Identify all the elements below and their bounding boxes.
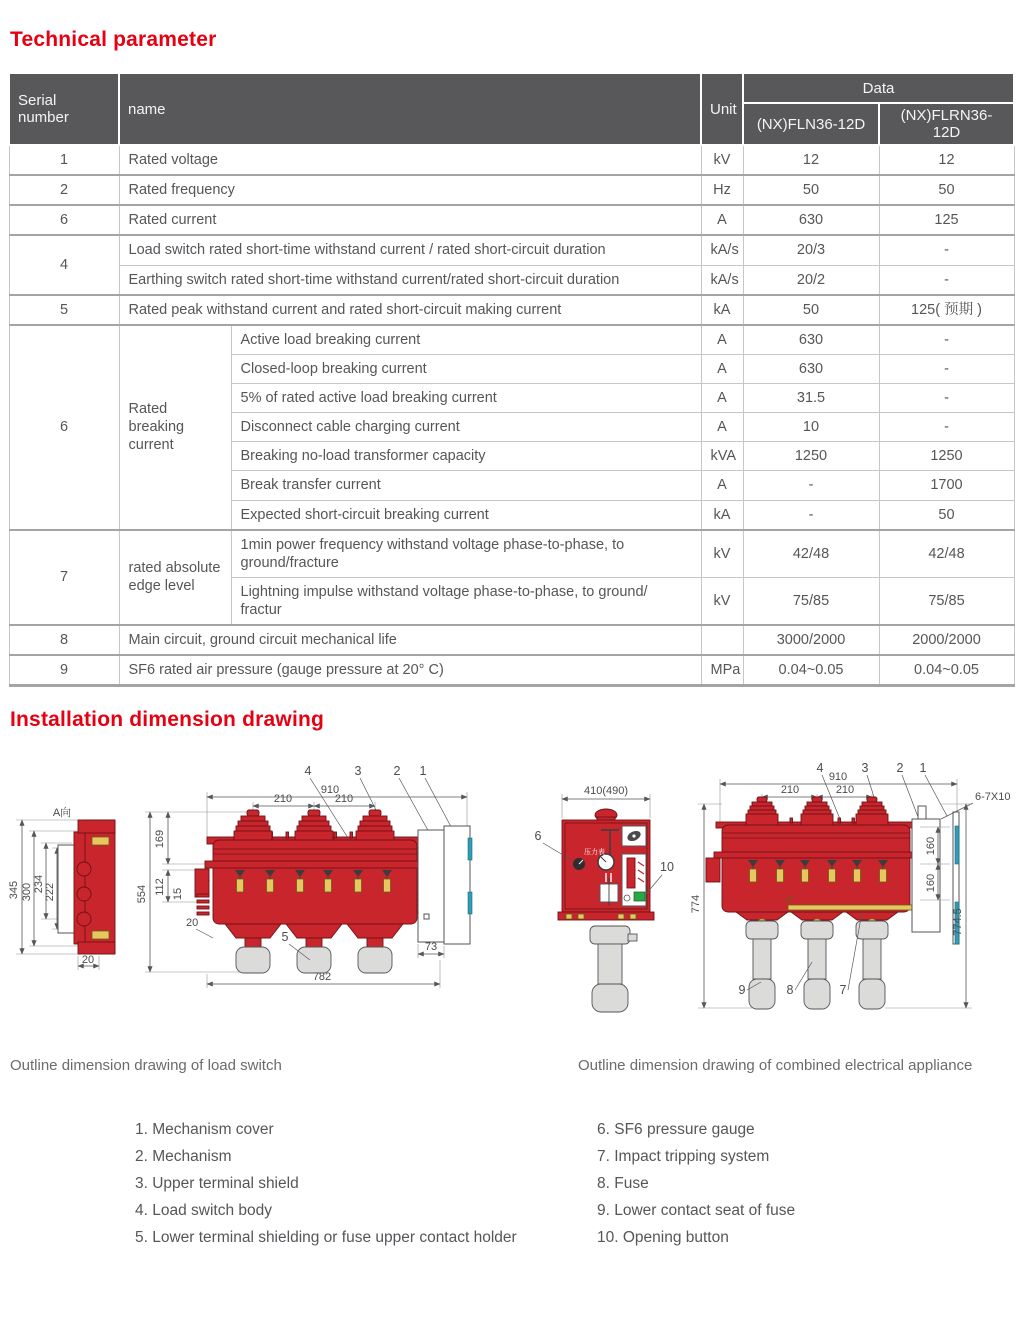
legend-item: 1. Mechanism cover <box>135 1121 274 1138</box>
table-row <box>9 530 1014 578</box>
legend-item: 2. Mechanism <box>135 1148 232 1165</box>
cell-unit: kV <box>701 577 743 625</box>
dim-210-b: 210 <box>334 793 354 805</box>
cell-unit <box>701 625 743 655</box>
dim-20-side: 20 <box>81 954 95 966</box>
cell-name: Rated frequency <box>119 175 701 205</box>
legend-item: 4. Load switch body <box>135 1202 273 1219</box>
callout-3: 3 <box>861 761 869 775</box>
dim-554: 554 <box>136 884 148 904</box>
cell-value-1: 630 <box>743 205 879 235</box>
cell-value-2: 1250 <box>879 442 1014 471</box>
legend-item: 10. Opening button <box>597 1229 729 1246</box>
cell-value-2: 75/85 <box>879 577 1014 625</box>
cell-value-2: - <box>879 413 1014 442</box>
dim-410-490: 410(490) <box>583 785 629 797</box>
cell-name: Active load breaking current <box>231 325 701 355</box>
cell-name: Breaking no-load transformer capacity <box>231 442 701 471</box>
table-row <box>9 655 1014 686</box>
dim-210-b: 210 <box>835 784 855 796</box>
header-unit: Unit <box>701 73 743 145</box>
cell-name: Rated current <box>119 205 701 235</box>
dim-234: 234 <box>33 874 45 894</box>
table-row <box>9 295 1014 325</box>
callout-1: 1 <box>419 764 427 778</box>
cell-value-1: 0.04~0.05 <box>743 655 879 686</box>
cell-value-1: 12 <box>743 145 879 175</box>
cell-value-1: 10 <box>743 413 879 442</box>
technical-parameters-table <box>8 72 1015 687</box>
table-row <box>9 625 1014 655</box>
dim-910: 910 <box>320 784 340 796</box>
header-model-2: (NX)FLRN36-12D <box>879 103 1014 145</box>
cell-unit: A <box>701 354 743 383</box>
cell-name: 5% of rated active load breaking current <box>231 384 701 413</box>
cell-name: Earthing switch rated short-time withstand current/rated short-circuit duration <box>119 265 701 295</box>
cell-value-2: - <box>879 384 1014 413</box>
dim-210-a: 210 <box>273 793 293 805</box>
dim-holes: 6-7X10 <box>975 791 1011 803</box>
cell-unit: kV <box>701 145 743 175</box>
legend-list-left <box>135 1116 517 1251</box>
cell-value-2: 42/48 <box>879 530 1014 578</box>
load-switch-side-view <box>8 805 115 970</box>
cell-unit: A <box>701 325 743 355</box>
cell-unit: kV <box>701 530 743 578</box>
cell-unit: kA <box>701 500 743 530</box>
cell-value-2: 0.04~0.05 <box>879 655 1014 686</box>
cell-unit: A <box>701 384 743 413</box>
table-row <box>9 205 1014 235</box>
cell-value-1: - <box>743 471 879 500</box>
caption-load-switch: Outline dimension drawing of load switch <box>10 1057 282 1074</box>
dim-345: 345 <box>8 880 20 900</box>
cell-serial: 5 <box>9 295 119 325</box>
dim-160-a: 160 <box>925 836 937 856</box>
cell-unit: kA/s <box>701 265 743 295</box>
cell-group-label: Rated breaking current <box>119 325 231 530</box>
cell-value-1: 20/2 <box>743 265 879 295</box>
cell-serial: 7 <box>9 530 119 626</box>
cell-value-1: - <box>743 500 879 530</box>
legend-item: 3. Upper terminal shield <box>135 1175 299 1192</box>
cell-unit: MPa <box>701 655 743 686</box>
cell-value-2: - <box>879 354 1014 383</box>
callout-1: 1 <box>919 761 927 775</box>
dim-782: 782 <box>312 971 332 983</box>
dimension-drawings <box>0 742 1021 1047</box>
cell-name: Break transfer current <box>231 471 701 500</box>
table-row <box>9 325 1014 355</box>
cell-value-1: 31.5 <box>743 384 879 413</box>
cell-serial: 4 <box>9 235 119 294</box>
cell-name: 1min power frequency withstand voltage phase-to-phase, to ground/fracture <box>231 530 701 578</box>
callout-3: 3 <box>354 764 362 778</box>
mechanism-box <box>418 830 444 942</box>
cell-value-2: - <box>879 325 1014 355</box>
callout-5: 5 <box>281 930 289 944</box>
callout-10: 10 <box>660 860 674 874</box>
cell-serial: 9 <box>9 655 119 686</box>
combined-appliance-view <box>706 761 1010 1009</box>
mechanism-cover-plate <box>444 826 470 944</box>
cell-value-1: 75/85 <box>743 577 879 625</box>
cell-value-1: 42/48 <box>743 530 879 578</box>
header-name: name <box>119 73 701 145</box>
cell-name: Rated peak withstand current and rated short-circuit making current <box>119 295 701 325</box>
cell-value-2: 12 <box>879 145 1014 175</box>
fuse-upper-cap <box>590 926 630 944</box>
cell-value-1: 3000/2000 <box>743 625 879 655</box>
legend-item: 6. SF6 pressure gauge <box>597 1121 755 1138</box>
opening-button <box>634 892 645 901</box>
callout-4: 4 <box>304 764 312 778</box>
callout-4: 4 <box>816 761 824 775</box>
cell-value-1: 630 <box>743 354 879 383</box>
cell-serial: 6 <box>9 325 119 530</box>
cell-serial: 8 <box>9 625 119 655</box>
dim-15: 15 <box>172 887 184 901</box>
cell-value-1: 20/3 <box>743 235 879 265</box>
legend-item: 7. Impact tripping system <box>597 1148 770 1165</box>
cell-value-1: 630 <box>743 325 879 355</box>
cell-value-2: - <box>879 235 1014 265</box>
dim-112: 112 <box>154 878 166 896</box>
dim-169: 169 <box>154 829 166 849</box>
gauge-label: 压力表 <box>584 849 605 856</box>
cell-value-2: - <box>879 265 1014 295</box>
table-row <box>9 175 1014 205</box>
cell-name: Expected short-circuit breaking current <box>231 500 701 530</box>
callout-9: 9 <box>738 983 746 997</box>
cell-unit: kA/s <box>701 235 743 265</box>
legend-list-right <box>597 1116 795 1251</box>
cell-name: Load switch rated short-time withstand current / rated short-circuit duration <box>119 235 701 265</box>
cell-value-2: 50 <box>879 500 1014 530</box>
cell-value-2: 125( 预期 ) <box>879 295 1014 325</box>
callout-2: 2 <box>896 761 904 775</box>
cell-name: Main circuit, ground circuit mechanical life <box>119 625 701 655</box>
table-header-row-1 <box>9 73 1014 103</box>
load-switch-front-view <box>136 764 472 988</box>
table-row <box>9 145 1014 175</box>
dim-774: 774 <box>690 894 702 914</box>
legend-item: 9. Lower contact seat of fuse <box>597 1202 796 1219</box>
cell-value-1: 50 <box>743 175 879 205</box>
callout-7: 7 <box>839 983 847 997</box>
view-direction-label: A向 <box>52 807 72 819</box>
cell-unit: kVA <box>701 442 743 471</box>
cell-serial: 1 <box>9 145 119 175</box>
header-data: Data <box>743 73 1014 103</box>
dim-910: 910 <box>828 771 848 783</box>
cell-serial: 6 <box>9 205 119 235</box>
cell-unit: A <box>701 413 743 442</box>
cell-value-2: 2000/2000 <box>879 625 1014 655</box>
cell-name: Closed-loop breaking current <box>231 354 701 383</box>
cell-value-2: 125 <box>879 205 1014 235</box>
cell-name: Rated voltage <box>119 145 701 175</box>
dim-300: 300 <box>21 882 33 902</box>
callout-8: 8 <box>786 983 794 997</box>
callout-6: 6 <box>534 829 542 843</box>
dim-774-5: 774.5 <box>952 908 964 936</box>
callout-2: 2 <box>393 764 401 778</box>
cell-name: SF6 rated air pressure (gauge pressure at 20° C) <box>119 655 701 686</box>
cell-serial: 2 <box>9 175 119 205</box>
dim-222: 222 <box>44 882 56 902</box>
dim-160-b: 160 <box>925 873 937 893</box>
cell-value-1: 1250 <box>743 442 879 471</box>
dim-73: 73 <box>424 941 438 953</box>
section-title-technical-parameter: Technical parameter <box>10 28 217 51</box>
caption-combined-appliance: Outline dimension drawing of combined electrical appliance <box>578 1057 973 1074</box>
cell-value-1: 50 <box>743 295 879 325</box>
cell-name: Lightning impulse withstand voltage phase-to-phase, to ground/ fractur <box>231 577 701 625</box>
cell-name: Disconnect cable charging current <box>231 413 701 442</box>
dim-210-a: 210 <box>780 784 800 796</box>
cell-group-label: rated absolute edge level <box>119 530 231 626</box>
cell-value-2: 50 <box>879 175 1014 205</box>
legend-item: 8. Fuse <box>597 1175 649 1192</box>
cell-unit: A <box>701 205 743 235</box>
table-row <box>9 265 1014 295</box>
legend-item: 5. Lower terminal shielding or fuse upper contact holder <box>135 1229 517 1246</box>
cell-unit: kA <box>701 295 743 325</box>
cell-value-2: 1700 <box>879 471 1014 500</box>
cell-unit: Hz <box>701 175 743 205</box>
impact-tripping-rod <box>788 905 912 910</box>
header-serial-number: Serial number <box>9 73 119 145</box>
drawings-svg <box>0 742 1021 1047</box>
header-model-1: (NX)FLN36-12D <box>743 103 879 145</box>
cell-unit: A <box>701 471 743 500</box>
dim-20-front: 20 <box>186 917 199 929</box>
section-title-installation-drawing: Installation dimension drawing <box>10 708 325 731</box>
mechanism-front-view <box>535 785 752 1012</box>
table-row <box>9 235 1014 265</box>
